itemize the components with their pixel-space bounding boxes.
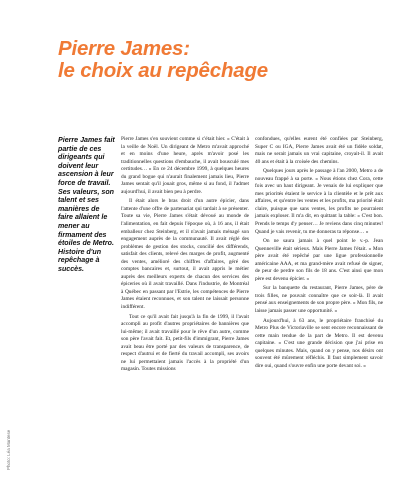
paragraph: Quelques jours après le passage à l'an 2000, Metro a de nouveau frappé à sa porte. « Nous étions chez Cora, cette fois avec un haut dirigeant. Je venais de lui expliquer que mes priorités étaient le service à la clientèle et le prêt aux affaires, et qu'entre les ventes et les profits, ma priorité était claire, puisque que sans ventes, les profits ne pourraient jamais exploser. Il m'a dit, en quittant la table: « C'est bon. Prends le temps d'y penser… Je reviens dans cinq minutes! Quand je vais revenir, tu me donneras ta réponse… » — [255, 168, 383, 235]
photo-credit: Photo: Léa Mantese — [6, 429, 11, 470]
headline-line-1: Pierre James: — [58, 37, 190, 60]
headline — [58, 38, 388, 82]
paragraph: Il était alors le bras droit d'un autre épicier, dans l'attente d'une offre de partenariat qui tardait à se présenter. Toute sa vie, Pierre James s'était dévoué au monde de l'alimentation, en fait depuis l'époque où, à 16 ans, il était emballeur chez Steinberg, et il n'avait jamais ménagé son engagement auprès de la communauté. Il avait réglé des problèmes de gestion des stocks, concilié des différends, satisfait des clients, relevé des marges de profit, augmenté des ventes, amélioré des chiffres d'affaires, géré des comptes bancaires et, surtout, il avait appris le métier auprès des meilleurs experts de chacun des services des épiceries où il avait travaillé. Dans l'industrie, de Montréal à Québec en passant par l'Estrie, les compétences de Pierre James étaient reconnues, et son talent ne laissait personne indifférent. — [121, 198, 249, 311]
paragraph: On ne saura jamais à quel point le v.-p. Jean Quenneville était sérieux. Mais Pierre James l'était. « Mon père avait été repêché par une ligue professionnelle américaine AAA, et ma grand-mère avait refusé de signer, de peur de perdre son fils de 18 ans. C'est ainsi que mon père est devenu épicier. » — [255, 238, 383, 282]
headline-line-2: le choix au repêchage — [58, 59, 268, 82]
article-column-1 — [121, 136, 249, 376]
paragraph: confondues, qu'elles eurent été confiées par Steinberg, Super C ou IGA, Pierre James avait été un fidèle soldat, mais ne serait jamais un vrai capitaine, croyait-il. Il avait 40 ans et était à la croisée des chemins. — [255, 136, 383, 165]
paragraph: Pierre James s'en souvient comme si c'était hier. « C'était à la veille de Noël. Un dirigeant de Metro m'avait approché et en moins d'une heure, après m'avoir posé les traditionnelles questions d'embauche, il avait bousculé mes certitudes… » En ce 24 décembre 1999, à quelques heures du grand bogue qui n'aurait finalement jamais lieu, Pierre James sentait qu'il jouait gros, même si au fond, il l'admet aujourd'hui, il avait bien peu à perdre. — [121, 136, 249, 195]
article-column-2 — [255, 136, 383, 372]
paragraph: Sur la banquette du restaurant, Pierre James, père de trois filles, ne pouvait connaître que ce soir-là. Il avait pensé aux enseignements de son propre père. « Mon fils, ne laisse jamais passer une opportunité. » — [255, 285, 383, 315]
intro-blurb: Pierre James fait partie de ces dirigeants qui doivent leur ascension à leur force de travail. Ses valeurs, son talent et ses manières de faire allaient le mener au firmament des étoiles de Metro. Histoire d'un repêchage à succès. — [58, 136, 115, 273]
paragraph: Tout ce qu'il avait fait jusqu'à la fin de 1999, il l'avait accompli au profit d'autres propriétaires de bannières que lui-même; il avait travaillé pour le rêve d'un autre, comme son père l'avait fait. Et, petit-fils d'immigrant, Pierre James avait beau être porté par des valeurs de transparence, de respect d'autrui et de fierté du travail accompli, ses avoirs ne lui permettaient jamais l'accès à la propriété d'un magasin. Toutes missions — [121, 313, 249, 373]
paragraph: Aujourd'hui, à 63 ans, le propriétaire franchisé du Metro Plus de Victoriaville se sent encore reconnaissant de cette main tendue de la part de Metro. Il est devenu capitaine. « C'est une grande décision que j'ai prise en quelques minutes. Mais, quand on y pense, nos désirs ont souvent été mûrement réfléchis. Il faut simplement savoir dire oui, quand s'ouvre enfin une porte devant soi. » — [255, 317, 383, 369]
